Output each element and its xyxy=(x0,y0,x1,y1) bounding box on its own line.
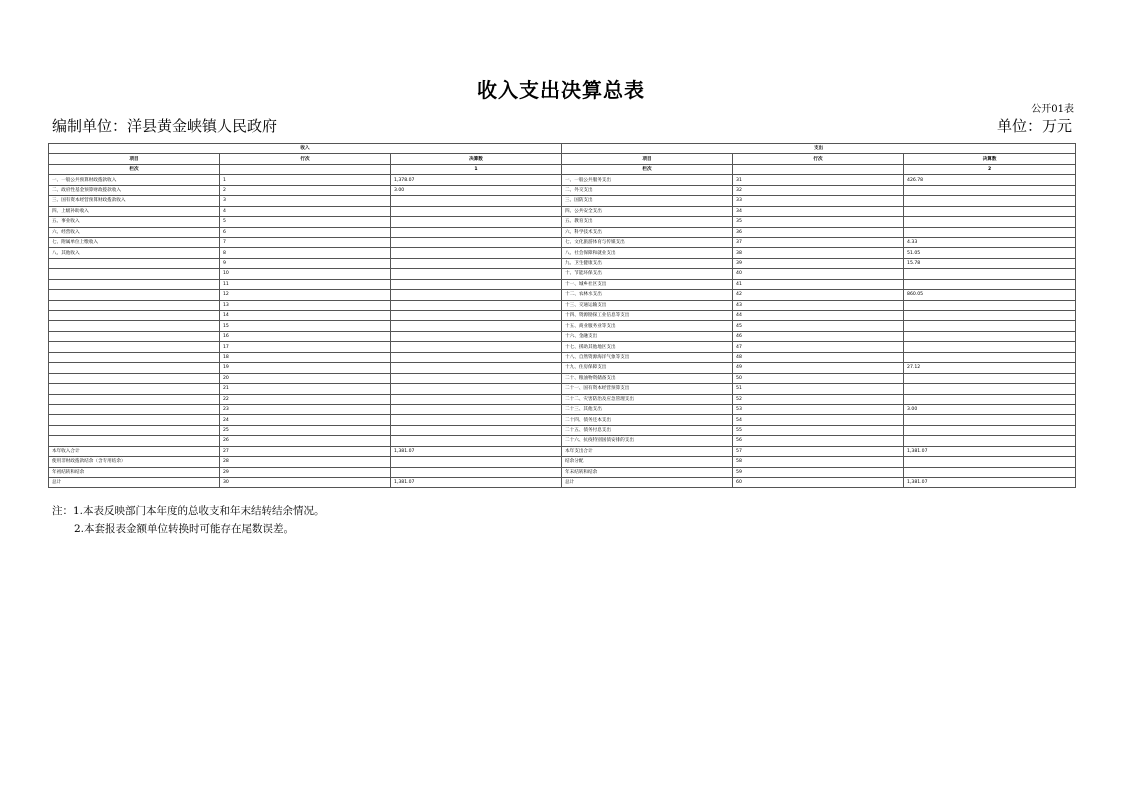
expense-amount-cell: 1,381.07 xyxy=(904,446,1076,456)
expense-item-cell: 十五、商业服务业等支出 xyxy=(562,321,733,331)
expense-line-no-cell: 60 xyxy=(733,478,904,488)
expense-line-no-cell: 41 xyxy=(733,279,904,289)
income-amount-cell xyxy=(391,300,562,310)
expense-line-no-cell: 45 xyxy=(733,321,904,331)
income-item-cell: 五、事业收入 xyxy=(49,217,220,227)
expense-item-cell: 五、教育支出 xyxy=(562,217,733,227)
income-amount-cell xyxy=(391,457,562,467)
expense-line-no-cell: 46 xyxy=(733,331,904,341)
income-line-no-cell: 4 xyxy=(220,206,391,216)
income-line-no-cell: 8 xyxy=(220,248,391,258)
page-title: 收入支出决算总表 xyxy=(477,78,645,102)
income-line-no-cell: 23 xyxy=(220,404,391,414)
table-row xyxy=(49,425,1076,435)
income-amount-header: 决算数 xyxy=(391,154,562,164)
expense-item-cell: 二十、粮油物资储备支出 xyxy=(562,373,733,383)
income-item-cell xyxy=(49,404,220,414)
income-amount-cell xyxy=(391,321,562,331)
income-amount-cell xyxy=(391,404,562,414)
table-row xyxy=(49,446,1076,456)
expense-item-cell: 八、社会保障和就业支出 xyxy=(562,248,733,258)
expense-line-no-cell: 58 xyxy=(733,457,904,467)
expense-amount-cell xyxy=(904,196,1076,206)
income-line-no-cell: 16 xyxy=(220,331,391,341)
expense-line-no-cell: 40 xyxy=(733,269,904,279)
income-line-no-cell: 2 xyxy=(220,185,391,195)
table-row xyxy=(49,467,1076,477)
income-line-no-cell: 11 xyxy=(220,279,391,289)
income-amount-cell xyxy=(391,425,562,435)
note-1: 注：1.本表反映部门本年度的总收支和年末结转结余情况。 xyxy=(52,505,325,517)
expense-line-header: 行次 xyxy=(733,154,904,164)
income-item-cell xyxy=(49,331,220,341)
income-column-num: 1 xyxy=(391,164,562,174)
income-line-no-cell: 5 xyxy=(220,217,391,227)
expense-line-no-cell: 53 xyxy=(733,404,904,414)
expense-amount-cell: 51.05 xyxy=(904,248,1076,258)
table-row xyxy=(49,415,1076,425)
income-amount-cell: 1,381.07 xyxy=(391,478,562,488)
table-row xyxy=(49,185,1076,195)
income-item-cell: 六、经营收入 xyxy=(49,227,220,237)
income-line-no-cell: 7 xyxy=(220,237,391,247)
table-row xyxy=(49,363,1076,373)
income-amount-cell xyxy=(391,436,562,446)
income-item-cell xyxy=(49,290,220,300)
expense-item-cell: 十、节能环保支出 xyxy=(562,269,733,279)
expense-line-no-cell: 37 xyxy=(733,237,904,247)
expense-line-no-cell: 44 xyxy=(733,311,904,321)
table-row xyxy=(49,404,1076,414)
income-amount-cell xyxy=(391,206,562,216)
income-line-no-cell: 6 xyxy=(220,227,391,237)
income-line-no-cell: 24 xyxy=(220,415,391,425)
table-row xyxy=(49,457,1076,467)
table-row xyxy=(49,352,1076,362)
form-code: 公开01表 xyxy=(1031,104,1074,115)
expense-line-no-cell: 48 xyxy=(733,352,904,362)
table-body xyxy=(49,175,1076,488)
expense-item-cell: 九、卫生健康支出 xyxy=(562,258,733,268)
expense-line-no-cell: 52 xyxy=(733,394,904,404)
income-item-cell: 总计 xyxy=(49,478,220,488)
summary-table xyxy=(48,143,1076,488)
income-amount-cell xyxy=(391,311,562,321)
expense-line-no-cell: 51 xyxy=(733,384,904,394)
table-row xyxy=(49,237,1076,247)
income-line-no-cell: 26 xyxy=(220,436,391,446)
expense-amount-cell: 4.33 xyxy=(904,237,1076,247)
income-item-cell xyxy=(49,436,220,446)
income-amount-cell xyxy=(391,227,562,237)
expense-line-no-cell: 32 xyxy=(733,185,904,195)
expense-amount-cell xyxy=(904,269,1076,279)
expense-line-no-cell: 59 xyxy=(733,467,904,477)
table-row xyxy=(49,394,1076,404)
expense-amount-header: 决算数 xyxy=(904,154,1076,164)
income-amount-cell xyxy=(391,342,562,352)
expense-amount-cell: 27.12 xyxy=(904,363,1076,373)
income-item-cell: 四、上级补助收入 xyxy=(49,206,220,216)
income-line-no-cell: 20 xyxy=(220,373,391,383)
income-item-cell xyxy=(49,300,220,310)
expense-amount-cell xyxy=(904,457,1076,467)
table-row xyxy=(49,384,1076,394)
income-amount-cell: 1,381.07 xyxy=(391,446,562,456)
expense-amount-cell xyxy=(904,311,1076,321)
expense-amount-cell xyxy=(904,331,1076,341)
expense-amount-cell xyxy=(904,384,1076,394)
income-amount-cell xyxy=(391,373,562,383)
table-row xyxy=(49,290,1076,300)
income-item-cell: 七、附属单位上缴收入 xyxy=(49,237,220,247)
table-header xyxy=(49,144,1076,175)
income-item-cell: 八、其他收入 xyxy=(49,248,220,258)
income-amount-cell xyxy=(391,363,562,373)
income-amount-cell xyxy=(391,394,562,404)
income-line-no-cell: 30 xyxy=(220,478,391,488)
expense-amount-cell xyxy=(904,436,1076,446)
income-line-no-cell: 1 xyxy=(220,175,391,185)
expense-amount-cell xyxy=(904,342,1076,352)
expense-amount-cell xyxy=(904,467,1076,477)
income-item-header: 项目 xyxy=(49,154,220,164)
income-line-header: 行次 xyxy=(220,154,391,164)
income-item-cell xyxy=(49,258,220,268)
expense-amount-cell xyxy=(904,415,1076,425)
expense-amount-cell xyxy=(904,321,1076,331)
income-item-cell xyxy=(49,342,220,352)
table-row xyxy=(49,217,1076,227)
table-row xyxy=(49,258,1076,268)
expense-item-cell: 结余分配 xyxy=(562,457,733,467)
income-line-no-cell: 3 xyxy=(220,196,391,206)
expense-item-cell: 十六、金融支出 xyxy=(562,331,733,341)
table-row xyxy=(49,279,1076,289)
table-row xyxy=(49,196,1076,206)
income-item-cell: 三、国有资本经营预算财政拨款收入 xyxy=(49,196,220,206)
table-row xyxy=(49,478,1076,488)
expense-line-no-cell: 31 xyxy=(733,175,904,185)
income-item-cell xyxy=(49,425,220,435)
expense-line-no-cell: 56 xyxy=(733,436,904,446)
income-line-no-cell: 27 xyxy=(220,446,391,456)
income-line-no-cell: 25 xyxy=(220,425,391,435)
expense-line-no-cell: 34 xyxy=(733,206,904,216)
table-row xyxy=(49,175,1076,185)
expense-line-no-cell: 55 xyxy=(733,425,904,435)
expense-amount-cell xyxy=(904,300,1076,310)
unit-label: 单位：万元 xyxy=(996,117,1072,135)
expense-line-no-cell: 38 xyxy=(733,248,904,258)
income-amount-cell xyxy=(391,237,562,247)
income-amount-cell xyxy=(391,279,562,289)
expense-item-cell: 总计 xyxy=(562,478,733,488)
income-line-no-cell: 17 xyxy=(220,342,391,352)
table-row xyxy=(49,311,1076,321)
table-row xyxy=(49,342,1076,352)
income-line-no-cell: 9 xyxy=(220,258,391,268)
table-row xyxy=(49,269,1076,279)
income-line-no-cell: 13 xyxy=(220,300,391,310)
expense-item-cell: 二十五、债务付息支出 xyxy=(562,425,733,435)
income-item-cell xyxy=(49,415,220,425)
expense-amount-cell xyxy=(904,373,1076,383)
income-amount-cell xyxy=(391,415,562,425)
income-item-cell xyxy=(49,311,220,321)
expense-item-cell: 十四、资源勘探工业信息等支出 xyxy=(562,311,733,321)
expense-item-cell: 十二、农林水支出 xyxy=(562,290,733,300)
income-item-cell xyxy=(49,384,220,394)
income-item-cell xyxy=(49,279,220,289)
expense-line-no-cell: 42 xyxy=(733,290,904,300)
income-amount-cell: 1,378.07 xyxy=(391,175,562,185)
income-line-no-cell: 21 xyxy=(220,384,391,394)
income-item-cell: 本年收入合计 xyxy=(49,446,220,456)
table-row xyxy=(49,436,1076,446)
income-amount-cell xyxy=(391,384,562,394)
expense-item-cell: 十三、交通运输支出 xyxy=(562,300,733,310)
expense-item-cell: 二十一、国有资本经营预算支出 xyxy=(562,384,733,394)
expense-amount-cell: 1,381.07 xyxy=(904,478,1076,488)
income-amount-cell xyxy=(391,352,562,362)
income-item-cell xyxy=(49,373,220,383)
table-row xyxy=(49,206,1076,216)
expense-item-cell: 十八、自然资源海洋气象等支出 xyxy=(562,352,733,362)
expense-amount-cell xyxy=(904,352,1076,362)
income-line-no-cell: 15 xyxy=(220,321,391,331)
expense-item-cell: 二十三、其他支出 xyxy=(562,404,733,414)
income-line-no-cell: 12 xyxy=(220,290,391,300)
expense-item-cell: 三、国防支出 xyxy=(562,196,733,206)
income-header: 收入 xyxy=(49,144,562,154)
expense-line-no-cell: 49 xyxy=(733,363,904,373)
income-item-cell xyxy=(49,269,220,279)
expense-item-header: 项目 xyxy=(562,154,733,164)
expense-line-no-cell: 57 xyxy=(733,446,904,456)
org-label: 编制单位：洋县黄金峡镇人民政府 xyxy=(52,117,278,135)
expense-column-empty xyxy=(733,164,904,174)
income-line-no-cell: 19 xyxy=(220,363,391,373)
income-amount-cell: 3.00 xyxy=(391,185,562,195)
income-line-no-cell: 14 xyxy=(220,311,391,321)
expense-line-no-cell: 43 xyxy=(733,300,904,310)
table-row xyxy=(49,321,1076,331)
table-row xyxy=(49,331,1076,341)
expense-line-no-cell: 54 xyxy=(733,415,904,425)
expense-line-no-cell: 35 xyxy=(733,217,904,227)
expense-item-cell: 十七、援助其他地区支出 xyxy=(562,342,733,352)
income-column-label: 栏次 xyxy=(49,164,220,174)
expense-column-num: 2 xyxy=(904,164,1076,174)
expense-amount-cell: 860.05 xyxy=(904,290,1076,300)
income-item-cell xyxy=(49,394,220,404)
income-item-cell xyxy=(49,363,220,373)
income-amount-cell xyxy=(391,217,562,227)
income-item-cell: 二、政府性基金预算财政拨款收入 xyxy=(49,185,220,195)
expense-item-cell: 二十四、债务还本支出 xyxy=(562,415,733,425)
table-row xyxy=(49,227,1076,237)
income-line-no-cell: 22 xyxy=(220,394,391,404)
expense-item-cell: 二、外交支出 xyxy=(562,185,733,195)
income-amount-cell xyxy=(391,467,562,477)
expense-amount-cell xyxy=(904,185,1076,195)
expense-column-label: 栏次 xyxy=(562,164,733,174)
expense-item-cell: 十一、城乡社区支出 xyxy=(562,279,733,289)
expense-amount-cell: 15.78 xyxy=(904,258,1076,268)
income-amount-cell xyxy=(391,269,562,279)
income-amount-cell xyxy=(391,290,562,300)
expense-item-cell: 二十六、抗疫特别国债安排的支出 xyxy=(562,436,733,446)
income-item-cell xyxy=(49,321,220,331)
expense-amount-cell xyxy=(904,217,1076,227)
expense-item-cell: 六、科学技术支出 xyxy=(562,227,733,237)
expense-item-cell: 四、公共安全支出 xyxy=(562,206,733,216)
income-line-no-cell: 10 xyxy=(220,269,391,279)
expense-item-cell: 一、一般公共服务支出 xyxy=(562,175,733,185)
income-item-cell: 使用非财政拨款结余（含专用结余） xyxy=(49,457,220,467)
expense-line-no-cell: 47 xyxy=(733,342,904,352)
income-amount-cell xyxy=(391,196,562,206)
expense-amount-cell xyxy=(904,394,1076,404)
expense-line-no-cell: 36 xyxy=(733,227,904,237)
expense-amount-cell: 426.78 xyxy=(904,175,1076,185)
income-amount-cell xyxy=(391,258,562,268)
expense-item-cell: 年末结转和结余 xyxy=(562,467,733,477)
table-row xyxy=(49,248,1076,258)
expense-header: 支出 xyxy=(562,144,1076,154)
income-amount-cell xyxy=(391,331,562,341)
expense-amount-cell xyxy=(904,425,1076,435)
expense-amount-cell xyxy=(904,206,1076,216)
expense-item-cell: 本年支出合计 xyxy=(562,446,733,456)
note-2: 2.本套报表金额单位转换时可能存在尾数误差。 xyxy=(74,523,295,535)
expense-amount-cell xyxy=(904,227,1076,237)
income-item-cell: 一、一般公共预算财政拨款收入 xyxy=(49,175,220,185)
expense-item-cell: 十九、住房保障支出 xyxy=(562,363,733,373)
table-row xyxy=(49,373,1076,383)
income-amount-cell xyxy=(391,248,562,258)
expense-amount-cell xyxy=(904,279,1076,289)
income-line-no-cell: 28 xyxy=(220,457,391,467)
expense-line-no-cell: 33 xyxy=(733,196,904,206)
expense-amount-cell: 3.00 xyxy=(904,404,1076,414)
expense-line-no-cell: 50 xyxy=(733,373,904,383)
income-item-cell: 年初结转和结余 xyxy=(49,467,220,477)
expense-item-cell: 二十二、灾害防治及应急管理支出 xyxy=(562,394,733,404)
expense-item-cell: 七、文化旅游体育与传媒支出 xyxy=(562,237,733,247)
income-line-no-cell: 18 xyxy=(220,352,391,362)
table-row xyxy=(49,300,1076,310)
income-line-no-cell: 29 xyxy=(220,467,391,477)
expense-line-no-cell: 39 xyxy=(733,258,904,268)
income-column-empty xyxy=(220,164,391,174)
income-item-cell xyxy=(49,352,220,362)
